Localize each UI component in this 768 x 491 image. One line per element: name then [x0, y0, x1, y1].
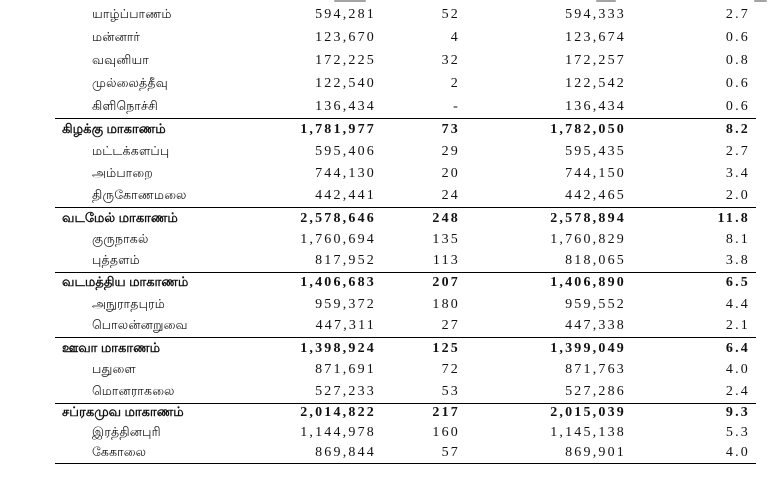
district-row	[55, 163, 756, 185]
area-name: அம்பாறை	[92, 165, 153, 180]
value-cell: 0.8	[725, 52, 750, 68]
province-row	[55, 338, 756, 360]
value-cell: 817,952	[315, 252, 376, 268]
value-cell: 744,130	[315, 165, 376, 181]
district-row	[55, 443, 756, 463]
table-section	[55, 403, 756, 463]
value-cell: 207	[432, 275, 460, 291]
value-cell: 595,435	[565, 143, 626, 159]
value-cell: 136,434	[565, 98, 626, 114]
value-cell: 248	[432, 210, 460, 226]
value-cell: 52	[441, 7, 460, 23]
district-row	[55, 141, 756, 163]
district-row	[55, 423, 756, 443]
district-row	[55, 229, 756, 250]
table-section	[55, 118, 756, 207]
value-cell: 2	[450, 75, 460, 91]
district-row	[55, 27, 756, 50]
district-row	[55, 294, 756, 316]
area-name: மட்டக்களப்பு	[92, 143, 170, 158]
value-cell: 27	[441, 318, 460, 334]
value-cell: 5.3	[725, 425, 750, 441]
value-cell: 125	[432, 340, 460, 356]
table-section	[55, 272, 756, 338]
area-name: மொனராகலை	[92, 383, 175, 398]
value-cell: 2.0	[725, 187, 750, 203]
value-cell: 442,441	[315, 187, 376, 203]
table-section	[55, 207, 756, 272]
district-row	[55, 72, 756, 95]
value-cell: 32	[441, 52, 460, 68]
value-cell: 0.6	[725, 30, 750, 46]
area-name: யாழ்ப்பாணம்	[92, 7, 172, 22]
area-name: கிளிநொச்சி	[92, 98, 159, 113]
area-name: ஊவா மாகாணம்	[62, 340, 161, 355]
value-cell: 0.6	[725, 75, 750, 91]
value-cell: 123,674	[565, 30, 626, 46]
province-row	[55, 273, 756, 295]
area-name: புத்தளம்	[92, 252, 140, 267]
value-cell: 9.3	[725, 405, 750, 421]
value-cell: 3.4	[725, 165, 750, 181]
value-cell: 871,691	[315, 362, 376, 378]
value-cell: 527,286	[565, 383, 626, 399]
area-name: கேகாலை	[92, 445, 147, 460]
value-cell: 20	[441, 165, 460, 181]
value-cell: 442,465	[565, 187, 626, 203]
value-cell: 1,406,890	[550, 275, 626, 291]
value-cell: 2,015,039	[550, 405, 626, 421]
value-cell: 122,540	[315, 75, 376, 91]
area-name: சப்ரகமுவ மாகாணம்	[62, 405, 184, 420]
value-cell: 123,670	[315, 30, 376, 46]
district-row	[55, 250, 756, 271]
value-cell: 1,760,694	[300, 231, 376, 247]
value-cell: 136,434	[315, 98, 376, 114]
value-cell: -	[453, 98, 460, 114]
value-cell: 53	[441, 383, 460, 399]
area-name: முல்லைத்தீவு	[92, 75, 168, 90]
value-cell: 1,398,924	[300, 340, 376, 356]
value-cell: 160	[432, 425, 460, 441]
value-cell: 57	[441, 445, 460, 461]
area-name: வடமேல் மாகாணம்	[62, 210, 178, 225]
value-cell: 959,552	[565, 296, 626, 312]
value-cell: 4.4	[725, 296, 750, 312]
value-cell: 527,233	[315, 383, 376, 399]
area-name: திருகோணமலை	[92, 187, 187, 202]
value-cell: 871,763	[565, 362, 626, 378]
value-cell: 0.6	[725, 98, 750, 114]
value-cell: 869,901	[565, 445, 626, 461]
value-cell: 594,281	[315, 7, 376, 23]
value-cell: 29	[441, 143, 460, 159]
value-cell: 6.5	[725, 275, 750, 291]
value-cell: 4	[450, 30, 460, 46]
value-cell: 1,145,138	[550, 425, 626, 441]
value-cell: 447,338	[565, 318, 626, 334]
district-row	[55, 95, 756, 118]
district-row	[55, 316, 756, 338]
area-name: பதுளை	[92, 362, 136, 377]
value-cell: 2.7	[725, 143, 750, 159]
value-cell: 122,542	[565, 75, 626, 91]
value-cell: 2,578,894	[550, 210, 626, 226]
value-cell: 595,406	[315, 143, 376, 159]
value-cell: 2,578,646	[300, 210, 376, 226]
clipped-text-fragment	[596, 0, 616, 2]
value-cell: 744,150	[565, 165, 626, 181]
value-cell: 8.2	[725, 121, 750, 137]
value-cell: 1,760,829	[550, 231, 626, 247]
value-cell: 818,065	[565, 252, 626, 268]
clipped-text-fragment	[334, 0, 366, 2]
value-cell: 1,399,049	[550, 340, 626, 356]
value-cell: 447,311	[315, 318, 376, 334]
area-name: மன்னார்	[92, 30, 141, 45]
province-row	[55, 119, 756, 141]
value-cell: 4.0	[725, 362, 750, 378]
province-row	[55, 404, 756, 424]
value-cell: 2,014,822	[300, 405, 376, 421]
district-row	[55, 50, 756, 73]
area-name: வவுனியா	[92, 52, 149, 67]
district-row	[55, 360, 756, 382]
value-cell: 113	[432, 252, 460, 268]
value-cell: 594,333	[565, 7, 626, 23]
value-cell: 180	[432, 296, 460, 312]
area-name: அநுராதபுரம்	[92, 296, 166, 311]
value-cell: 2.1	[725, 318, 750, 334]
district-row	[55, 381, 756, 403]
area-name: வடமத்திய மாகாணம்	[62, 275, 189, 290]
value-cell: 2.4	[725, 383, 750, 399]
clipped-text-fragment	[754, 0, 767, 2]
value-cell: 4.0	[725, 445, 750, 461]
value-cell: 2.7	[725, 7, 750, 23]
province-row	[55, 208, 756, 229]
value-cell: 1,144,978	[300, 425, 376, 441]
area-name: கிழக்கு மாகாணம்	[62, 121, 166, 136]
value-cell: 869,844	[315, 445, 376, 461]
value-cell: 3.8	[725, 252, 750, 268]
value-cell: 6.4	[725, 340, 750, 356]
area-name: குருநாகல்	[92, 231, 149, 246]
value-cell: 73	[441, 121, 460, 137]
district-row	[55, 185, 756, 207]
district-row	[55, 4, 756, 27]
value-cell: 1,782,050	[550, 121, 626, 137]
value-cell: 172,225	[315, 52, 376, 68]
value-cell: 217	[432, 405, 460, 421]
value-cell: 11.8	[717, 210, 750, 226]
value-cell: 72	[441, 362, 460, 378]
value-cell: 1,406,683	[300, 275, 376, 291]
table-section	[55, 337, 756, 403]
value-cell: 1,781,977	[300, 121, 376, 137]
clipped-top-row	[55, 0, 756, 4]
census-table	[55, 0, 756, 464]
table-section	[55, 4, 756, 118]
value-cell: 135	[432, 231, 460, 247]
value-cell: 172,257	[565, 52, 626, 68]
area-name: இரத்தினபுரி	[92, 425, 161, 440]
area-name: பொலன்னறுவை	[92, 318, 188, 333]
value-cell: 959,372	[315, 296, 376, 312]
value-cell: 8.1	[725, 231, 750, 247]
value-cell: 24	[441, 187, 460, 203]
